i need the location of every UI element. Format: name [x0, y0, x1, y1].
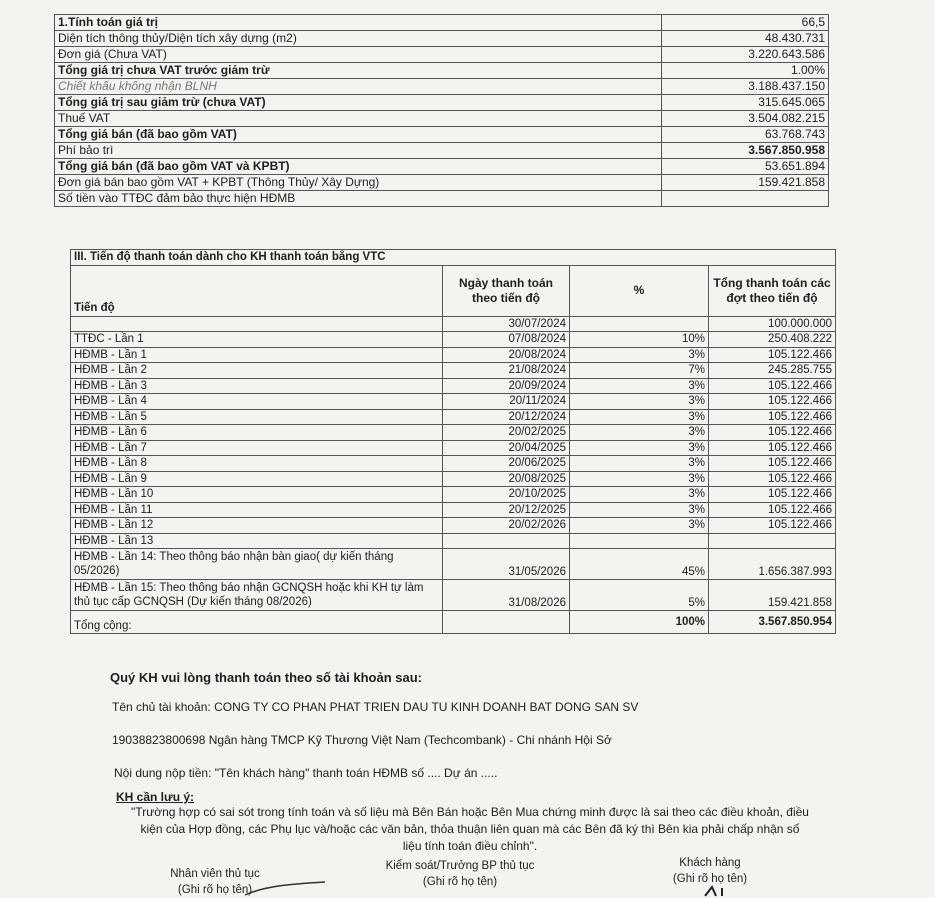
schedule-row — [71, 363, 836, 379]
schedule-date: 31/08/2026 — [443, 580, 570, 611]
schedule-percent — [570, 533, 709, 549]
schedule-row — [71, 487, 836, 503]
calc-value: 159.421.858 — [662, 175, 829, 191]
schedule-amount: 105.122.466 — [709, 409, 836, 425]
schedule-stage: HĐMB - Lần 3 — [71, 378, 443, 394]
calc-row — [55, 95, 829, 111]
schedule-date — [443, 611, 570, 634]
schedule-date: 20/04/2025 — [443, 440, 570, 456]
schedule-amount: 105.122.466 — [709, 440, 836, 456]
schedule-percent: 3% — [570, 378, 709, 394]
schedule-row — [71, 502, 836, 518]
schedule-date — [443, 533, 570, 549]
schedule-stage: TTĐC - Lần 1 — [71, 332, 443, 348]
schedule-date: 20/02/2026 — [443, 518, 570, 534]
calc-label: Diện tích thông thủy/Diện tích xây dựng (m2) — [55, 31, 662, 47]
account-number: 19038823800698 Ngân hàng TMCP Kỹ Thương Việt Nam (Techcombank) - Chi nhánh Hội Sở — [112, 733, 612, 747]
schedule-amount: 105.122.466 — [709, 487, 836, 503]
schedule-stage: HĐMB - Lần 2 — [71, 363, 443, 379]
schedule-stage: HĐMB - Lần 5 — [71, 409, 443, 425]
calc-row — [55, 159, 829, 175]
value-calculation-table — [54, 14, 829, 207]
schedule-amount: 159.421.858 — [709, 580, 836, 611]
schedule-amount: 100.000.000 — [709, 316, 836, 332]
notice-line-1: "Trường hợp có sai sót trong tính toán và số liệu mà Bên Bán hoặc Bên Mua chứng minh được là sai theo các điều khoản, điều — [131, 805, 809, 819]
header-percent: % — [570, 265, 709, 316]
schedule-row — [71, 518, 836, 534]
calc-value: 66,5 — [662, 15, 829, 31]
notice-heading: KH cần lưu ý: — [116, 790, 195, 804]
calc-row — [55, 79, 829, 95]
calc-value: 3.567.850.958 — [662, 143, 829, 159]
schedule-row — [71, 471, 836, 487]
signature-customer-title: Khách hàng — [679, 857, 741, 869]
schedule-row — [71, 456, 836, 472]
schedule-date: 20/12/2024 — [443, 409, 570, 425]
signature-scribble — [240, 880, 330, 898]
schedule-percent: 7% — [570, 363, 709, 379]
schedule-row — [71, 394, 836, 410]
customer-signature-mark — [700, 884, 740, 898]
signature-staff-title: Nhân viên thủ tục — [170, 868, 260, 880]
calc-value: 1.00% — [662, 63, 829, 79]
schedule-percent: 3% — [570, 394, 709, 410]
schedule-date: 07/08/2024 — [443, 332, 570, 348]
header-progress: Tiến độ — [71, 265, 443, 316]
calc-value: 3.188.437.150 — [662, 79, 829, 95]
schedule-amount: 105.122.466 — [709, 347, 836, 363]
calc-row — [55, 31, 829, 47]
schedule-percent — [570, 316, 709, 332]
schedule-stage: HĐMB - Lần 8 — [71, 456, 443, 472]
calc-value: 3.504.082.215 — [662, 111, 829, 127]
notice-line-3: liệu tính toán điều chỉnh". — [402, 839, 538, 853]
schedule-date: 20/10/2025 — [443, 487, 570, 503]
schedule-stage: HĐMB - Lần 13 — [71, 533, 443, 549]
schedule-row — [71, 440, 836, 456]
schedule-percent: 3% — [570, 347, 709, 363]
schedule-row — [71, 378, 836, 394]
schedule-stage — [71, 316, 443, 332]
payment-heading: Quý KH vui lòng thanh toán theo số tài khoản sau: — [110, 670, 423, 685]
schedule-percent: 100% — [570, 611, 709, 634]
schedule-date: 20/08/2025 — [443, 471, 570, 487]
schedule-amount: 105.122.466 — [709, 518, 836, 534]
calc-value: 53.651.894 — [662, 159, 829, 175]
schedule-date: 30/07/2024 — [443, 316, 570, 332]
schedule-percent: 10% — [570, 332, 709, 348]
schedule-date: 21/08/2024 — [443, 363, 570, 379]
schedule-amount: 3.567.850.954 — [709, 611, 836, 634]
schedule-date: 20/06/2025 — [443, 456, 570, 472]
signature-control-title: Kiểm soát/Trưởng BP thủ tục — [385, 860, 535, 872]
schedule-date: 20/11/2024 — [443, 394, 570, 410]
schedule-stage: HĐMB - Lần 11 — [71, 502, 443, 518]
schedule-header-row — [71, 265, 836, 316]
schedule-row — [71, 533, 836, 549]
calc-row — [55, 175, 829, 191]
schedule-amount: 105.122.466 — [709, 502, 836, 518]
calc-label: Đơn giá (Chưa VAT) — [55, 47, 662, 63]
calc-row — [55, 127, 829, 143]
calc-row — [55, 47, 829, 63]
schedule-stage: HĐMB - Lần 4 — [71, 394, 443, 410]
schedule-percent: 3% — [570, 425, 709, 441]
calc-label: Đơn giá bán bao gồm VAT + KPBT (Thông Thủy/ Xây Dựng) — [55, 175, 662, 191]
schedule-stage: HĐMB - Lần 10 — [71, 487, 443, 503]
schedule-percent: 3% — [570, 518, 709, 534]
schedule-percent: 3% — [570, 456, 709, 472]
calc-value: 3.220.643.586 — [662, 47, 829, 63]
signature-control-sub: (Ghi rõ họ tên) — [422, 876, 498, 888]
schedule-row — [71, 549, 836, 580]
calc-row — [55, 63, 829, 79]
header-total: Tổng thanh toán các đợt theo tiến độ — [709, 265, 836, 316]
schedule-row — [71, 425, 836, 441]
signature-customer — [640, 855, 780, 887]
calc-label: Tổng giá bán (đã bao gồm VAT và KPBT) — [55, 159, 662, 175]
calc-value: 48.430.731 — [662, 31, 829, 47]
calc-label: Chiết khấu không nhận BLNH — [55, 79, 662, 95]
schedule-date: 20/09/2024 — [443, 378, 570, 394]
schedule-date: 20/12/2025 — [443, 502, 570, 518]
calc-row — [55, 143, 829, 159]
schedule-row — [71, 332, 836, 348]
schedule-amount: 105.122.466 — [709, 425, 836, 441]
schedule-date: 20/08/2024 — [443, 347, 570, 363]
schedule-stage: Tổng cộng: — [71, 611, 443, 634]
header-date: Ngày thanh toán theo tiến độ — [443, 265, 570, 316]
calc-label: Tổng giá bán (đã bao gồm VAT) — [55, 127, 662, 143]
schedule-amount: 105.122.466 — [709, 394, 836, 410]
calc-label: 1.Tính toán giá trị — [55, 15, 662, 31]
calc-value — [662, 191, 829, 207]
schedule-amount — [709, 533, 836, 549]
schedule-stage: HĐMB - Lần 14: Theo thông báo nhận bàn giao( dự kiến tháng 05/2026) — [71, 549, 443, 580]
schedule-row — [71, 316, 836, 332]
calc-row — [55, 111, 829, 127]
schedule-stage: HĐMB - Lần 15: Theo thông báo nhận GCNQSH hoặc khi KH tự làm thủ tục cấp GCNQSH (Dự kiến tháng 08/2026) — [71, 580, 443, 611]
schedule-date: 20/02/2025 — [443, 425, 570, 441]
calc-label: Số tiền vào TTĐC đảm bảo thực hiện HĐMB — [55, 191, 662, 207]
schedule-amount: 1.656.387.993 — [709, 549, 836, 580]
calc-label: Phí bảo trì — [55, 143, 662, 159]
calc-value: 315.645.065 — [662, 95, 829, 111]
schedule-row — [71, 580, 836, 611]
signature-control — [360, 858, 560, 890]
schedule-total-row — [71, 611, 836, 634]
schedule-stage: HĐMB - Lần 1 — [71, 347, 443, 363]
schedule-amount: 105.122.466 — [709, 456, 836, 472]
calc-value: 63.768.743 — [662, 127, 829, 143]
payment-schedule-table — [70, 249, 836, 634]
calc-label: Tổng giá trị sau giảm trừ (chưa VAT) — [55, 95, 662, 111]
calc-row — [55, 15, 829, 31]
schedule-stage: HĐMB - Lần 7 — [71, 440, 443, 456]
schedule-amount: 250.408.222 — [709, 332, 836, 348]
notice-line-2: kiện của Hợp đồng, các Phụ lục và/hoặc các văn bản, thỏa thuận liên quan mà các Bên đã ký thì Bên kia phải chấp nhận số — [140, 822, 800, 836]
signature-customer-sub: (Ghi rõ họ tên) — [672, 873, 748, 885]
schedule-stage: HĐMB - Lần 6 — [71, 425, 443, 441]
signature-staff-sub: (Ghi rõ họ tên) — [177, 884, 253, 896]
schedule-amount: 245.285.755 — [709, 363, 836, 379]
calc-label: Tổng giá trị chưa VAT trước giảm trừ — [55, 63, 662, 79]
schedule-amount: 105.122.466 — [709, 378, 836, 394]
schedule-amount: 105.122.466 — [709, 471, 836, 487]
payment-content: Nội dung nộp tiền: "Tên khách hàng" thanh toán HĐMB số .... Dự án ..... — [114, 766, 498, 780]
calc-label: Thuế VAT — [55, 111, 662, 127]
schedule-percent: 3% — [570, 502, 709, 518]
notice-text — [90, 804, 850, 855]
schedule-percent: 3% — [570, 471, 709, 487]
schedule-percent: 45% — [570, 549, 709, 580]
schedule-percent: 3% — [570, 440, 709, 456]
schedule-stage: HĐMB - Lần 12 — [71, 518, 443, 534]
calc-row — [55, 191, 829, 207]
schedule-percent: 5% — [570, 580, 709, 611]
schedule-stage: HĐMB - Lần 9 — [71, 471, 443, 487]
account-name: Tên chủ tài khoản: CONG TY CO PHAN PHAT TRIEN DAU TU KINH DOANH BAT DONG SAN SV — [112, 700, 639, 714]
schedule-date: 31/05/2026 — [443, 549, 570, 580]
schedule-row — [71, 347, 836, 363]
schedule-percent: 3% — [570, 409, 709, 425]
schedule-percent: 3% — [570, 487, 709, 503]
schedule-row — [71, 409, 836, 425]
schedule-title: III. Tiến độ thanh toán dành cho KH thanh toán bằng VTC — [71, 250, 836, 266]
